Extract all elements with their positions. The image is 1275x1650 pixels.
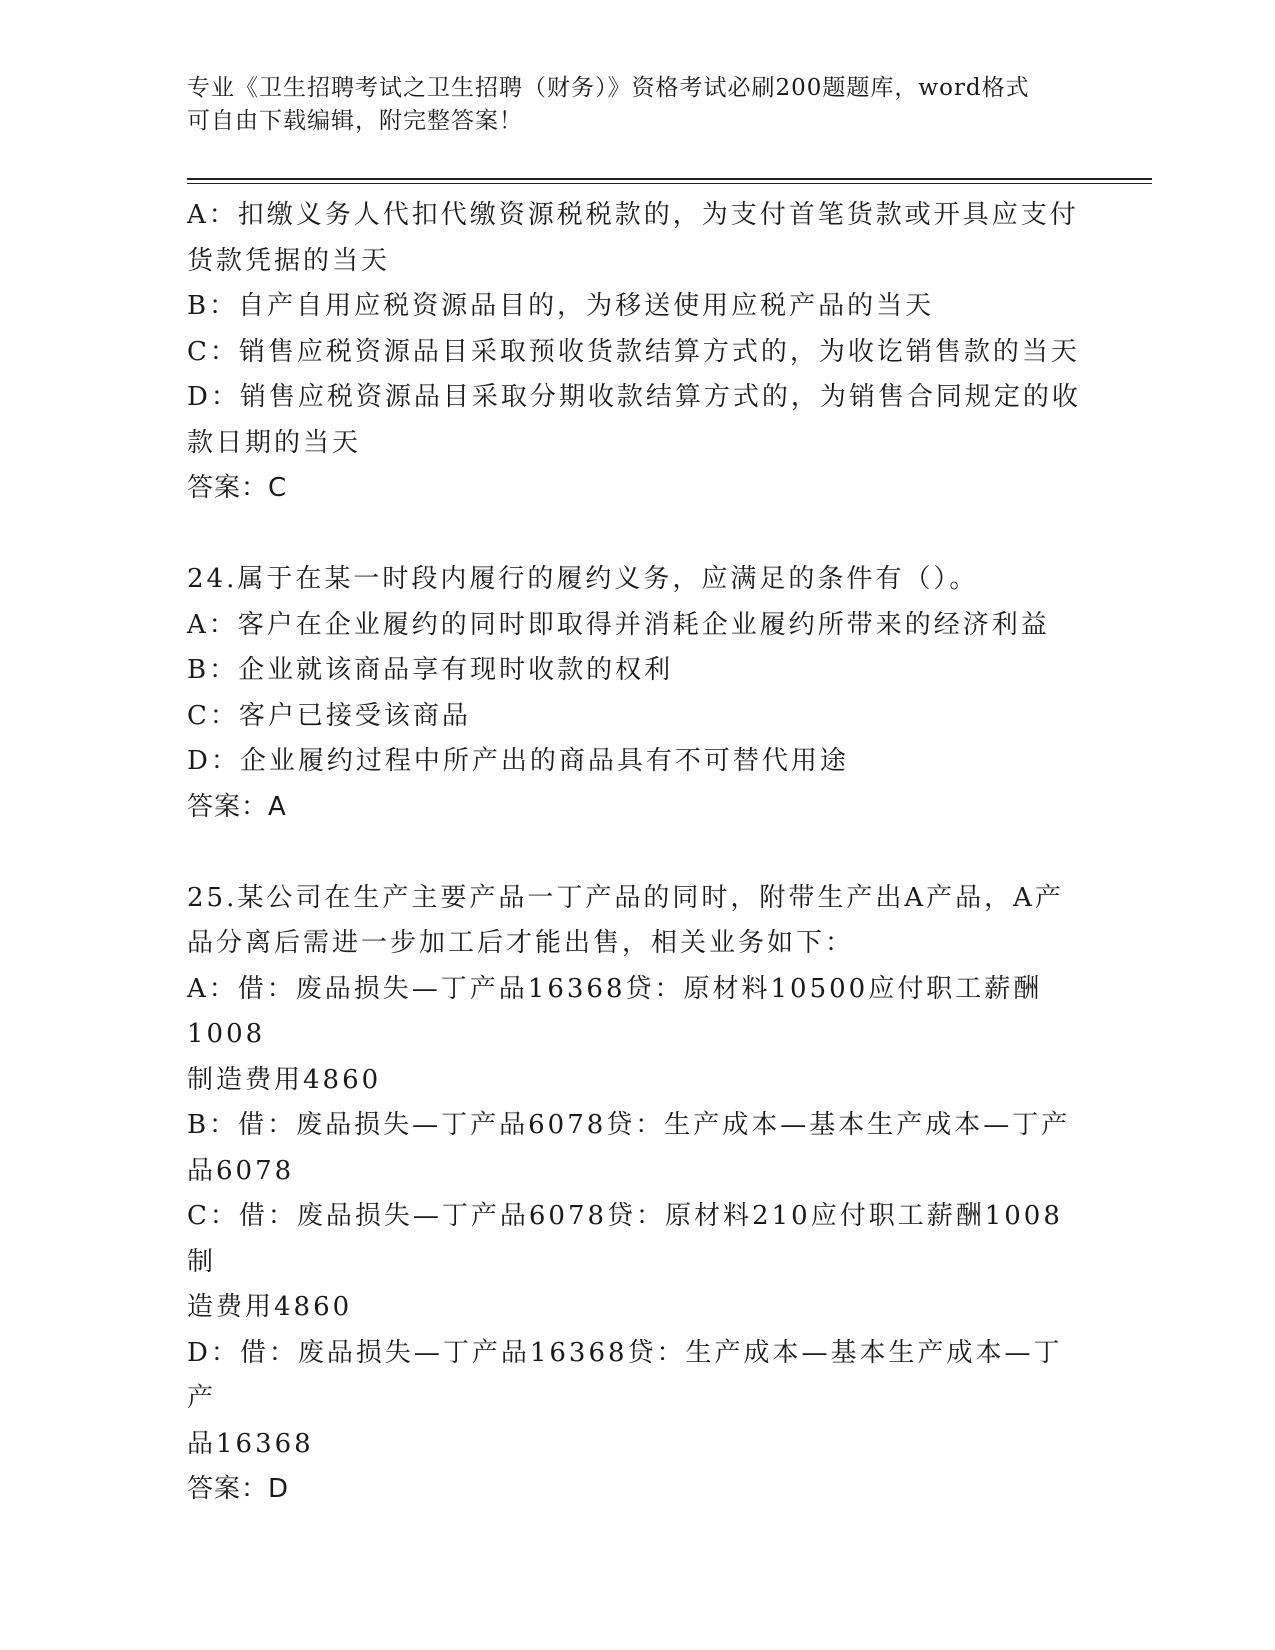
question-text: 25.某公司在生产主要产品一丁产品的同时，附带生产出A产品，A产 <box>187 882 1064 913</box>
answer-line: 答案：A <box>187 791 287 822</box>
document-header <box>187 72 1067 138</box>
option-line: C：借：废品损失—丁产品6078贷：原材料210应付职工薪酬1008制 <box>187 1201 1063 1277</box>
spacer <box>187 830 1087 876</box>
option-line: D：借：废品损失—丁产品16368贷：生产成本—基本生产成本—丁产 <box>187 1337 1063 1413</box>
question-text: 品分离后需进一步加工后才能出售，相关业务如下： <box>187 928 855 958</box>
question-23-block <box>187 193 1087 512</box>
option-line: 造费用4860 <box>187 1292 353 1322</box>
option-line: A：借：废品损失—丁产品16368贷：原材料10500应付职工薪酬1008 <box>187 973 1043 1049</box>
option-line: 品6078 <box>187 1155 295 1186</box>
option-line: C：销售应税资源品目采取预收货款结算方式的，为收讫销售款的当天 <box>187 336 1080 367</box>
question-24-block <box>187 557 1087 830</box>
header-title-line-2: 可自由下载编辑，附完整答案！ <box>187 108 523 134</box>
header-divider-thin <box>187 183 1152 184</box>
question-text: 24.属于在某一时段内履行的履约义务，应满足的条件有（）。 <box>187 564 979 594</box>
option-line: D：销售应税资源品目采取分期收款结算方式的，为销售合同规定的收 <box>187 382 1081 412</box>
option-line: C：客户已接受该商品 <box>187 700 471 731</box>
header-title-line-1: 专业《卫生招聘考试之卫生招聘（财务）》资格考试必刷200题题库，word格式 <box>187 75 1030 101</box>
answer-line: 答案：D <box>187 1474 290 1504</box>
option-line: 品16368 <box>187 1428 314 1459</box>
question-content <box>187 193 1087 1513</box>
option-line: B：借：废品损失—丁产品6078贷：生产成本—基本生产成本—丁产 <box>187 1110 1071 1140</box>
spacer <box>187 512 1087 558</box>
option-line: B：企业就该商品享有现时收款的权利 <box>187 655 674 685</box>
option-line: 货款凭据的当天 <box>187 245 391 276</box>
answer-line: 答案：C <box>187 473 288 503</box>
option-line: A：客户在企业履约的同时即取得并消耗企业履约所带来的经济利益 <box>187 609 1050 640</box>
option-line: B：自产自用应税资源品目的，为移送使用应税产品的当天 <box>187 291 935 321</box>
option-line: 制造费用4860 <box>187 1064 382 1095</box>
option-line: 款日期的当天 <box>187 427 362 458</box>
option-line: D：企业履约过程中所产出的商品具有不可替代用途 <box>187 746 849 776</box>
question-25-block <box>187 876 1087 1513</box>
header-divider-thick <box>187 178 1152 180</box>
option-line: A：扣缴义务人代扣代缴资源税税款的，为支付首笔货款或开具应支付 <box>187 200 1079 230</box>
